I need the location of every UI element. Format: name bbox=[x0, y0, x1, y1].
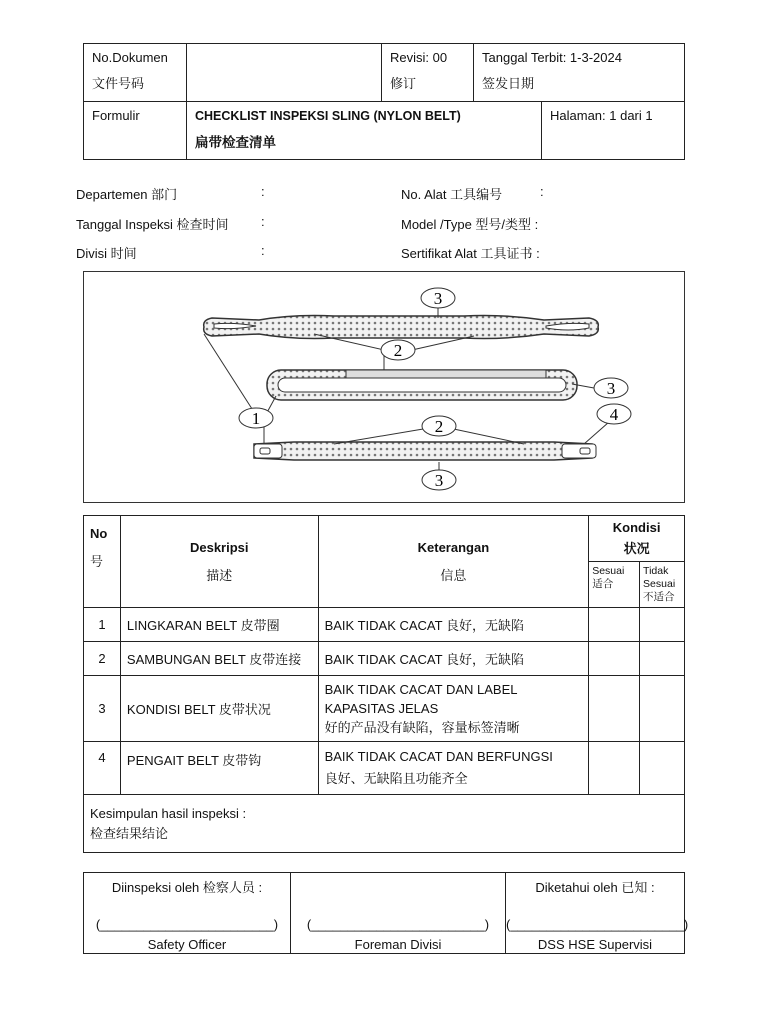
division-colon: : bbox=[261, 243, 265, 258]
model-type-label: Model /Type 型号/类型 : bbox=[401, 217, 539, 232]
row-note-line1: BAIK TIDAK CACAT DAN LABEL bbox=[324, 682, 518, 697]
row-note bbox=[318, 742, 589, 795]
doc-no-label: No.Dokumen bbox=[92, 50, 168, 65]
issue-date-cell bbox=[474, 44, 685, 102]
label-1: 1 bbox=[251, 409, 261, 428]
col-note-label: Keterangan bbox=[417, 539, 490, 555]
row-nok-check[interactable] bbox=[640, 676, 685, 742]
signature-supervisor[interactable] bbox=[506, 873, 689, 954]
col-cond-label: Kondisi bbox=[612, 520, 661, 535]
col-cond-header bbox=[589, 516, 685, 562]
col-note-label-cn: 信息 bbox=[440, 567, 467, 583]
row-note-line1: BAIK TIDAK CACAT DAN BERFUNGSI bbox=[324, 749, 553, 764]
inspected-by-label: Diinspeksi oleh 检察人员 : bbox=[111, 880, 263, 895]
row-desc: PENGAIT BELT 皮带钩 bbox=[120, 742, 318, 795]
doc-no-cell bbox=[84, 44, 187, 102]
row-nok-check[interactable] bbox=[640, 608, 685, 642]
sling-diagram-svg bbox=[84, 272, 684, 502]
signature-line: (________________________) bbox=[95, 917, 279, 932]
table-row bbox=[84, 676, 685, 742]
label-2-top: 2 bbox=[393, 341, 403, 360]
revision-label-cn: 修订 bbox=[390, 76, 417, 91]
conclusion-label-cn: 检查结果结论 bbox=[90, 825, 169, 841]
certificate-label: Sertifikat Alat 工具证书 : bbox=[401, 246, 540, 261]
row-no: 4 bbox=[84, 742, 121, 795]
form-label: Formulir bbox=[84, 102, 187, 160]
row-ok-check[interactable] bbox=[589, 642, 640, 676]
signature-inspector[interactable] bbox=[84, 873, 291, 954]
signature-line: (________________________) bbox=[306, 917, 490, 932]
col-desc-label-cn: 描述 bbox=[206, 567, 233, 583]
row-note-line2: 良好、无缺陷且功能齐全 bbox=[324, 771, 468, 786]
col-no-label-cn: 号 bbox=[90, 554, 104, 569]
label-3-bottom: 3 bbox=[434, 471, 444, 490]
form-title: CHECKLIST INSPEKSI SLING (NYLON BELT) bbox=[195, 109, 461, 123]
acknowledged-by-label: Diketahui oleh 已知 : bbox=[535, 880, 655, 895]
col-desc-label: Deskripsi bbox=[189, 539, 249, 555]
role-dss-hse-supervisi: DSS HSE Supervisi bbox=[537, 937, 653, 952]
conclusion-label: Kesimpulan hasil inspeksi : bbox=[90, 805, 247, 821]
col-cond-label-cn: 状况 bbox=[623, 541, 650, 556]
col-no-header bbox=[84, 516, 121, 608]
belt-middle bbox=[267, 370, 577, 400]
inspection-date-colon: : bbox=[261, 214, 265, 229]
row-desc: LINGKARAN BELT 皮带圈 bbox=[120, 608, 318, 642]
row-note: BAIK TIDAK CACAT 良好，无缺陷 bbox=[318, 608, 589, 642]
row-nok-check[interactable] bbox=[640, 642, 685, 676]
belt-top bbox=[204, 316, 599, 339]
page-label: Halaman: 1 dari 1 bbox=[542, 102, 685, 160]
conclusion-cell[interactable] bbox=[84, 795, 685, 853]
col-ok-label: Sesuai bbox=[592, 565, 625, 577]
department-label: Departemen 部门 bbox=[76, 187, 178, 202]
row-no: 2 bbox=[84, 642, 121, 676]
table-row bbox=[84, 642, 685, 676]
revision-label: Revisi: 00 bbox=[390, 50, 448, 65]
label-4: 4 bbox=[609, 405, 619, 424]
col-ok-header bbox=[589, 562, 640, 608]
doc-no-value bbox=[187, 44, 382, 102]
row-note bbox=[318, 676, 589, 742]
row-desc: SAMBUNGAN BELT 皮带连接 bbox=[120, 642, 318, 676]
col-desc-header bbox=[120, 516, 318, 608]
belt-bottom bbox=[254, 442, 596, 460]
col-note-header bbox=[318, 516, 589, 608]
revision-cell bbox=[382, 44, 474, 102]
col-nok-label-cn: 不适合 bbox=[643, 591, 675, 603]
form-title-cn: 扁带检查清单 bbox=[195, 135, 276, 150]
row-note: BAIK TIDAK CACAT 良好，无缺陷 bbox=[318, 642, 589, 676]
row-no: 3 bbox=[84, 676, 121, 742]
row-no: 1 bbox=[84, 608, 121, 642]
role-foreman-divisi: Foreman Divisi bbox=[354, 937, 442, 952]
col-no-label: No bbox=[90, 526, 108, 541]
document-header bbox=[83, 43, 685, 160]
row-ok-check[interactable] bbox=[589, 608, 640, 642]
tool-no-colon: : bbox=[540, 184, 544, 199]
signature-line: (________________________) bbox=[506, 917, 689, 932]
form-title-cell bbox=[187, 102, 542, 160]
label-3-middle: 3 bbox=[606, 379, 616, 398]
division-label: Divisi 时间 bbox=[76, 246, 137, 261]
row-desc: KONDISI BELT 皮带状况 bbox=[120, 676, 318, 742]
doc-no-label-cn: 文件号码 bbox=[92, 76, 145, 91]
issue-date-label: Tanggal Terbit: 1-3-2024 bbox=[482, 50, 622, 65]
conclusion-row bbox=[84, 795, 685, 853]
row-nok-check[interactable] bbox=[640, 742, 685, 795]
col-ok-label-cn: 适合 bbox=[592, 578, 614, 590]
row-ok-check[interactable] bbox=[589, 742, 640, 795]
label-2-bottom: 2 bbox=[434, 417, 444, 436]
row-note-line3: 好的产品没有缺陷，容量标签清晰 bbox=[324, 720, 520, 735]
tool-no-label: No. Alat 工具编号 bbox=[401, 187, 503, 202]
row-ok-check[interactable] bbox=[589, 676, 640, 742]
checklist-table bbox=[83, 515, 685, 853]
signature-foreman[interactable] bbox=[291, 873, 506, 954]
col-nok-header bbox=[640, 562, 685, 608]
role-safety-officer: Safety Officer bbox=[147, 937, 227, 952]
label-3-top: 3 bbox=[433, 289, 443, 308]
table-row bbox=[84, 608, 685, 642]
sling-diagram bbox=[83, 271, 685, 503]
row-note-line2: KAPASITAS JELAS bbox=[324, 701, 439, 716]
issue-date-label-cn: 签发日期 bbox=[482, 76, 535, 91]
department-colon: : bbox=[261, 184, 265, 199]
signature-table bbox=[83, 872, 689, 954]
col-nok-label: Tidak Sesuai bbox=[643, 565, 676, 590]
table-row bbox=[84, 742, 685, 795]
inspection-date-label: Tanggal Inspeksi 检查时间 bbox=[76, 217, 229, 232]
